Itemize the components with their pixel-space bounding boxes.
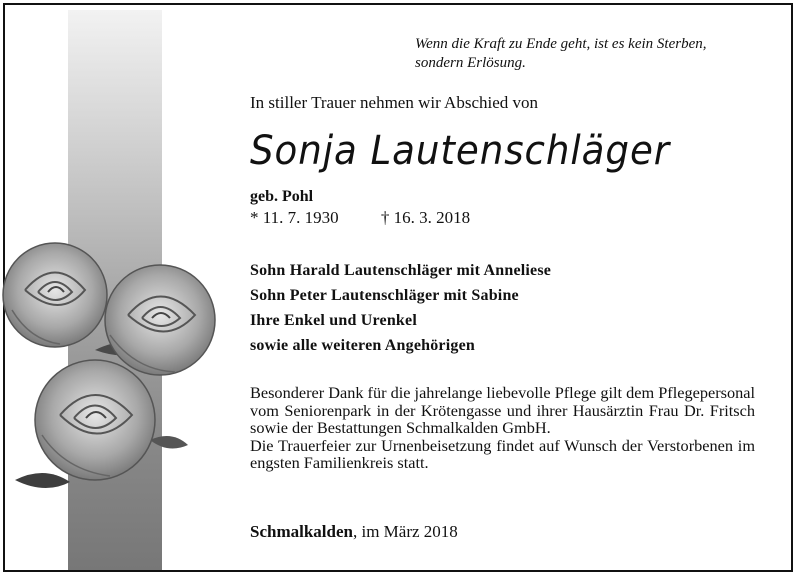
family-list <box>250 258 551 358</box>
signature-date: , im März 2018 <box>352 522 458 541</box>
quote <box>415 35 706 73</box>
rose-1 <box>3 243 107 347</box>
intro-text: In stiller Trauer nehmen wir Abschied von <box>250 93 539 112</box>
death-date: † 16. 3. 2018 <box>380 208 471 227</box>
birth-date: * 11. 7. 1930 <box>250 208 339 227</box>
quote-line-2: sondern Erlösung. <box>415 55 526 71</box>
quote-line-1: Wenn die Kraft zu Ende geht, ist es kein Sterben, <box>415 36 707 52</box>
roses-image <box>0 230 230 500</box>
life-dates <box>250 208 470 228</box>
family-member: sowie alle weiteren Angehörigen <box>250 337 475 354</box>
family-member: Sohn Harald Lautenschläger mit Anneliese <box>250 262 552 279</box>
signature-line <box>250 522 458 542</box>
ceremony-paragraph: Die Trauerfeier zur Urnenbeisetzung findet auf Wunsch der Verstorbenen im engsten Familienkreis statt. <box>250 435 755 472</box>
birth-name: geb. Pohl <box>250 188 314 205</box>
family-member: Sohn Peter Lautenschläger mit Sabine <box>250 287 519 304</box>
rose-3 <box>35 360 155 480</box>
thanks-paragraph: Besonderer Dank für die jahrelange liebevolle Pflege gilt dem Pflegepersonal vom Seniorenpark in der Krötengasse und ihrer Hausärztin Frau Dr. Fritsch sowie der Bestattungen Schmalkalden GmbH. <box>250 383 755 437</box>
message-block <box>250 384 755 472</box>
rose-2 <box>105 265 215 375</box>
deceased-name: Sonja Lautenschläger <box>250 128 670 174</box>
signature-place: Schmalkalden <box>250 522 353 541</box>
family-member: Ihre Enkel und Urenkel <box>250 312 417 329</box>
